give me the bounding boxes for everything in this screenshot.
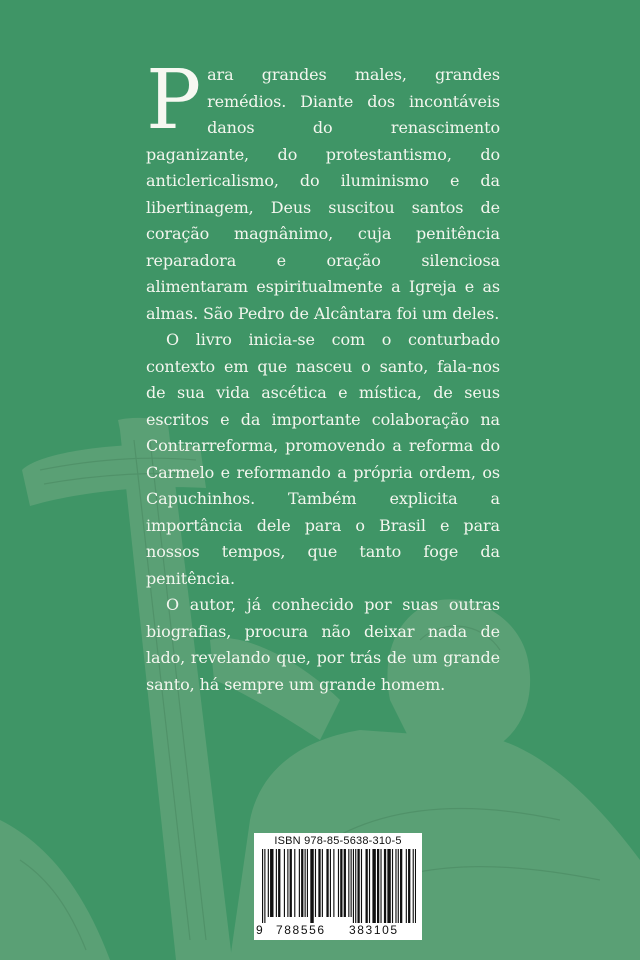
barcode-bar	[369, 849, 370, 923]
isbn-barcode	[254, 833, 422, 940]
barcode-bar	[294, 849, 295, 917]
barcode-bar	[278, 849, 280, 917]
barcode-bar	[353, 849, 354, 923]
barcode-bar	[262, 849, 263, 923]
barcode-bar	[318, 849, 320, 917]
barcode-bar	[284, 849, 285, 917]
blurb-paragraph-3: O autor, já conhecido por suas outras biografias, procura não deixar nada de lado, revelando que, por trás de um grande santo, há sempre um grande homem.	[146, 595, 500, 694]
blurb-paragraph-2: O livro inicia-se com o conturbado contexto em que nasceu o santo, fala-nos de sua vida ascética e mística, de seus escritos e da importante colaboração na Contrarreforma, promovendo a reforma do Carmelo e reformando a própria ordem, os Capuchinhos. Também explicita a importância dele para o Brasil e para nossos tempos, que tanto foge da penitência.	[146, 330, 500, 588]
drop-cap: P	[146, 53, 202, 148]
barcode-bar	[307, 849, 308, 917]
barcode-bar	[268, 849, 269, 917]
barcode-bar	[361, 849, 362, 923]
barcode-bar	[305, 849, 306, 917]
barcode-bar	[270, 849, 273, 917]
barcode-bar	[377, 849, 379, 923]
barcode-bar	[387, 849, 390, 923]
barcode-bar	[287, 849, 288, 917]
barcode-bar	[398, 849, 399, 923]
barcode-bar	[310, 849, 313, 923]
ean-right-group: 383105	[349, 923, 399, 937]
barcode-bar	[406, 849, 407, 923]
barcode-bars	[262, 849, 416, 923]
ean-first-digit: 9	[256, 923, 263, 937]
barcode-bar	[348, 849, 349, 917]
barcode-bar	[351, 849, 352, 917]
barcode-bar	[301, 849, 303, 917]
blurb-paragraph-1-text: ara grandes males, grandes remédios. Diante dos incontáveis danos do renascimento paganizante, do protestantismo, do anticlericalismo, do iluminismo e da libertinagem, Deus suscitou santos de coração magnânimo, cuja penitência reparadora e oração silenciosa alimentaram espiritualmente a Igreja e as almas. São Pedro de Alcântara foi um deles.	[146, 65, 500, 323]
barcode-bar	[299, 849, 300, 917]
blurb-paragraph-1	[146, 53, 500, 327]
barcode-bar	[326, 849, 328, 917]
barcode-bar	[276, 849, 277, 917]
barcode-bar	[315, 849, 316, 917]
barcode-bar	[384, 849, 386, 923]
barcode-bar	[333, 849, 334, 917]
barcode-bar	[413, 849, 414, 923]
back-cover-blurb	[146, 53, 500, 698]
barcode-bar	[395, 849, 396, 923]
ean-left-group: 788556	[276, 923, 326, 937]
barcode-bar	[366, 849, 368, 923]
barcode-bar	[264, 849, 265, 923]
barcode-bar	[338, 849, 339, 917]
isbn-label: ISBN 978-85-5638-310-5	[274, 835, 402, 847]
barcode-bar	[415, 849, 416, 923]
barcode-bar	[372, 849, 375, 923]
barcode-bar	[330, 849, 331, 917]
barcode-bar	[340, 849, 342, 917]
barcode-bar	[400, 849, 402, 923]
barcode-bar	[322, 849, 323, 917]
ean-digits	[254, 923, 422, 937]
barcode-bar	[355, 849, 356, 923]
barcode-bar	[408, 849, 410, 923]
barcode-bar	[392, 849, 393, 923]
barcode-bar	[380, 849, 381, 923]
barcode-bar	[357, 849, 359, 923]
barcode-bar	[344, 849, 346, 917]
barcode-bar	[290, 849, 292, 917]
